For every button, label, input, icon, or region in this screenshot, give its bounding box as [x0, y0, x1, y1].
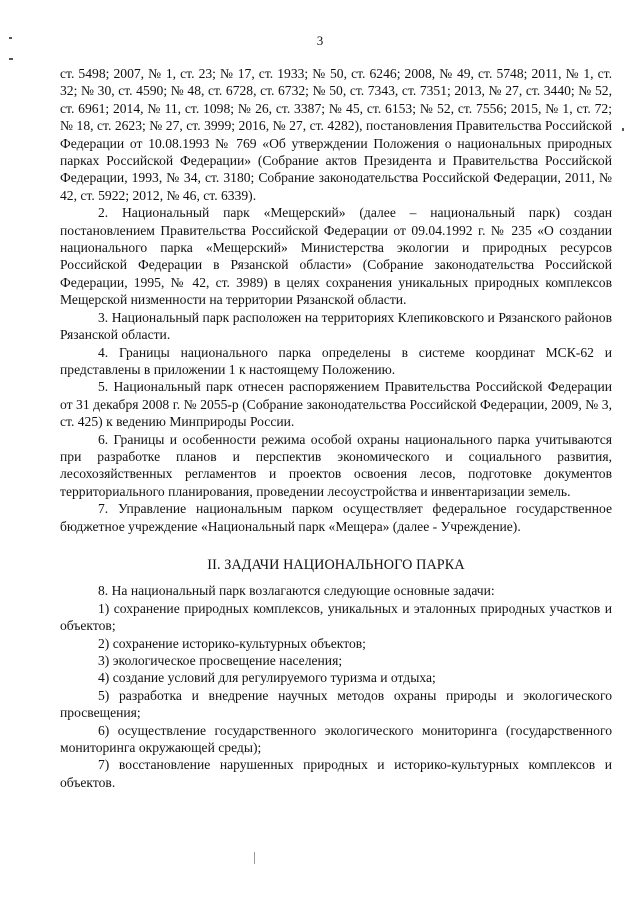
task-item-3: 3) экологическое просвещение населения;: [98, 653, 343, 668]
task-item-7: 7) восстановление нарушенных природных и историко-культурных комплексов и объектов.: [60, 757, 612, 790]
scan-mark: [622, 128, 624, 131]
paragraph-6: 6. Границы и особенности режима особой охраны национального парка учитываются при разработке планов и перспектив экономического и социального развития, лесохозяйственных регламентов и проектов освоения лесов, подготовке документов территориального планирования, проведении лесоустройства и инвентаризации земель.: [60, 431, 612, 499]
task-item-5: 5) разработка и внедрение научных методов охраны природы и экологического просвещения;: [60, 687, 612, 721]
paragraph-4: 4. Границы национального парка определены в системе координат МСК-62 и представлены в приложении 1 к настоящему Положению.: [60, 344, 612, 377]
paragraph-3: 3. Национальный парк расположен на территориях Клепиковского и Рязанского районов Рязанской области.: [60, 309, 612, 343]
document-body: [60, 65, 612, 791]
paragraph-1-continuation: ст. 5498; 2007, № 1, ст. 23; № 17, ст. 1933; № 50, ст. 6246; 2008, № 49, ст. 5748; 2011, № 1, ст. 32; № 30, ст. 4590; № 48, ст. 6728, ст. 6732; № 50, ст. 7343, ст. 7351; 2013, № 27, ст. 3440; № 52, ст. 6961; 2014, № 11, ст. 1098; № 26, ст. 3387; № 45, ст. 6153; № 52, ст. 7556; 2015, № 1, ст. 72; № 18, ст. 2623; № 27, ст. 3999; 2016, № 27, ст. 4282), постановления Правительства Российской Федерации от 10.08.1993 № 769 «Об утверждении Положения о национальных природных парках Российской Федерации» (Собрание актов Президента и Правительства Российской Федерации, 1993, № 34, ст. 3180; Собрание законодательства Российской Федерации, 2011, № 42, ст. 5922; 2012, № 46, ст. 6339).: [60, 66, 612, 203]
paragraph-2: 2. Национальный парк «Мещерский» (далее – национальный парк) создан постановлением Правительства Российской Федерации от 09.04.1992 г. № 235 «О создании национального парка «Мещерский» Министерства экологии и природных ресурсов Российской Федерации в Рязанской области» (Собрание законодательства Российской Федерации, 1995, № 42, ст. 3989) в целях сохранения уникальных природных комплексов Мещерской низменности на территории Рязанской области.: [60, 205, 612, 308]
task-item-6: 6) осуществление государственного экологического мониторинга (государственного мониторинга окружающей среды);: [60, 722, 612, 756]
section-heading: II. ЗАДАЧИ НАЦИОНАЛЬНОГО ПАРКА: [207, 556, 465, 573]
page-number: 3: [316, 33, 324, 48]
section-lead: 8. На национальный парк возлагаются следующие основные задачи:: [98, 583, 495, 599]
task-item-2: 2) сохранение историко-культурных объектов;: [98, 635, 366, 651]
scan-mark: [254, 852, 255, 864]
paragraph-7: 7. Управление национальным парком осуществляет федеральное государственное бюджетное учреждение «Национальный парк «Мещера» (далее - Учреждение).: [60, 501, 612, 534]
scan-mark: [9, 58, 13, 60]
task-item-1: 1) сохранение природных комплексов, уникальных и эталонных природных участков и объектов;: [60, 600, 612, 634]
paragraph-5: 5. Национальный парк отнесен распоряжением Правительства Российской Федерации от 31 декабря 2008 г. № 2055-р (Собрание законодательства Российской Федерации, 2009, № 3, ст. 425) к ведению Минприроды России.: [60, 379, 612, 430]
task-item-4: 4) создание условий для регулируемого туризма и отдыха;: [98, 670, 436, 686]
